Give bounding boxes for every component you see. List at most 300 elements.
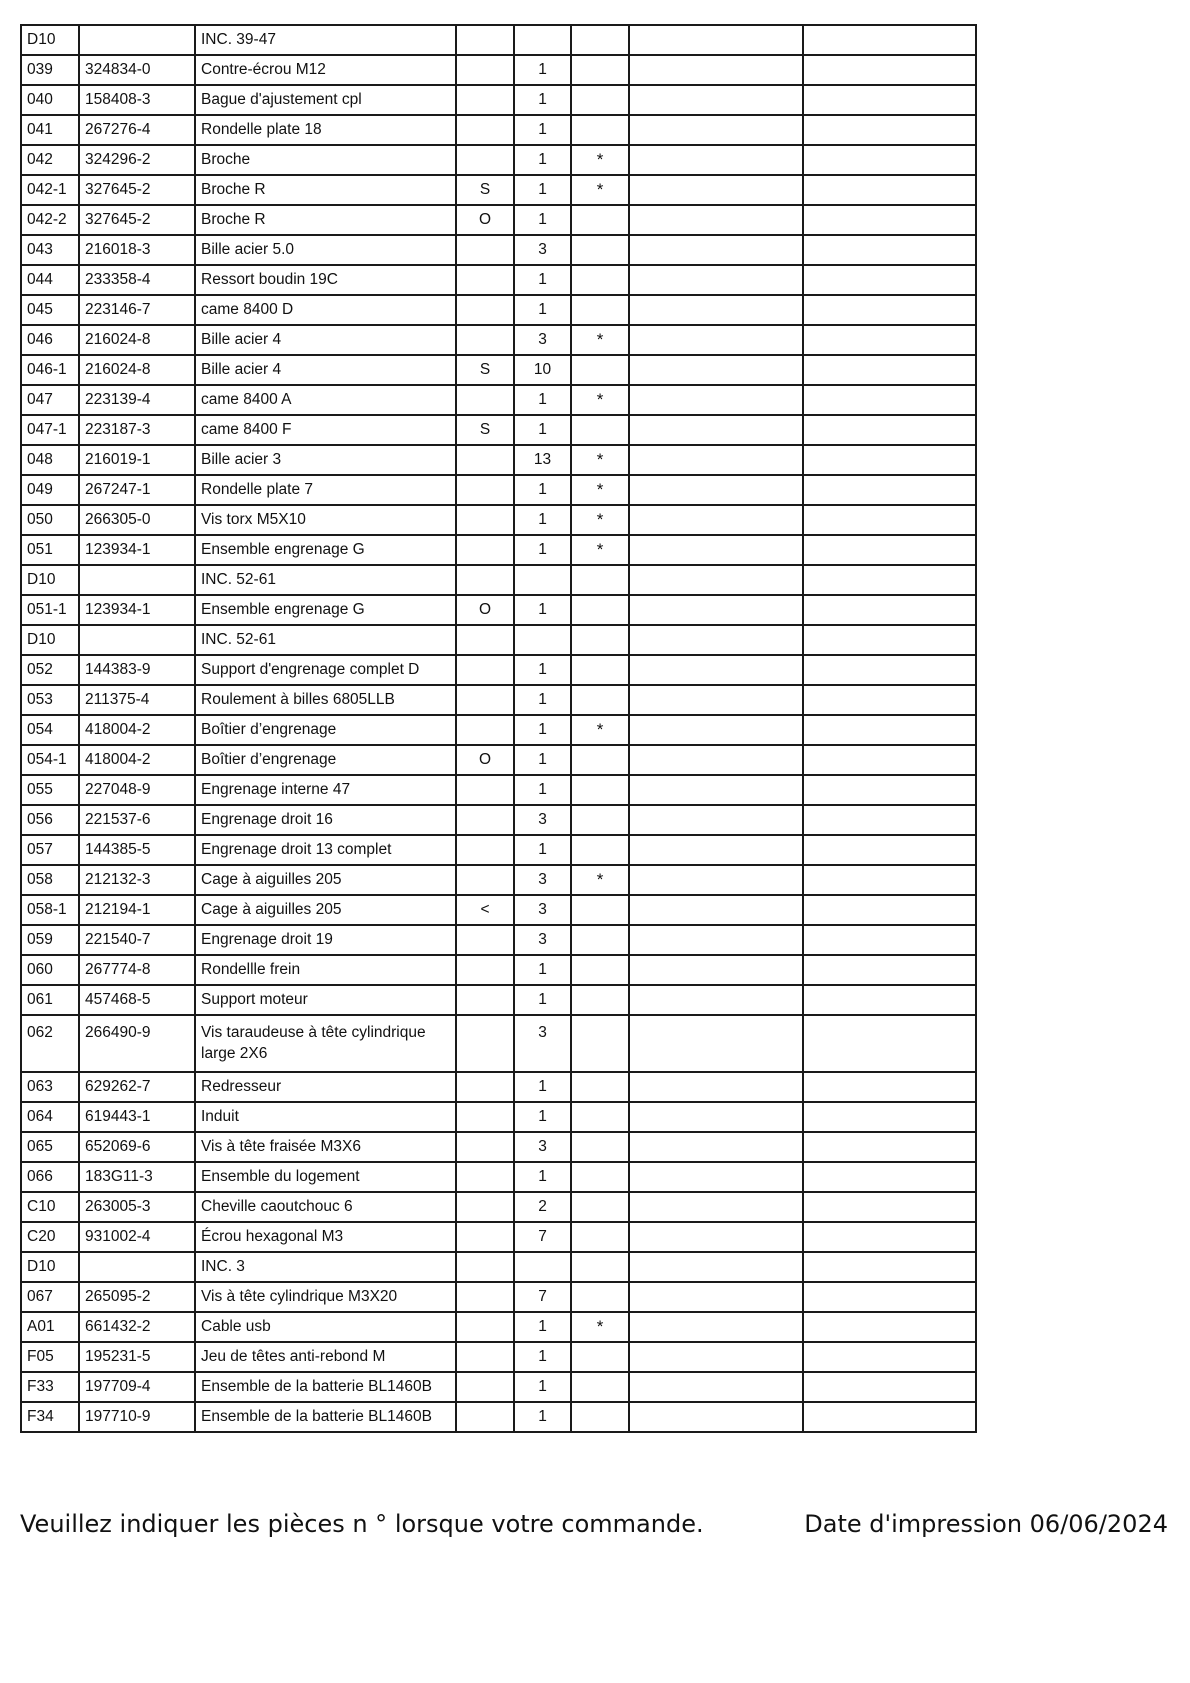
- part-mark: [571, 1132, 629, 1162]
- item-number: 058: [21, 865, 79, 895]
- part-flag: S: [456, 355, 514, 385]
- part-description: INC. 52-61: [195, 565, 456, 595]
- item-number: 042: [21, 145, 79, 175]
- item-number: 063: [21, 1072, 79, 1102]
- blank-cell: [803, 625, 976, 655]
- blank-cell: [803, 925, 976, 955]
- part-flag: [456, 475, 514, 505]
- part-description: Écrou hexagonal M3: [195, 1222, 456, 1252]
- part-mark: [571, 265, 629, 295]
- part-flag: [456, 265, 514, 295]
- item-number: 049: [21, 475, 79, 505]
- part-quantity: 2: [514, 1192, 571, 1222]
- blank-cell: [803, 1015, 976, 1072]
- blank-cell: [629, 85, 803, 115]
- item-number: 040: [21, 85, 79, 115]
- parts-table-body: [21, 25, 976, 1432]
- part-flag: [456, 85, 514, 115]
- table-row: [21, 445, 976, 475]
- blank-cell: [629, 355, 803, 385]
- item-number: 055: [21, 775, 79, 805]
- blank-cell: [629, 715, 803, 745]
- part-quantity: 1: [514, 1102, 571, 1132]
- blank-cell: [629, 625, 803, 655]
- blank-cell: [803, 145, 976, 175]
- part-flag: [456, 505, 514, 535]
- part-number: 619443-1: [79, 1102, 195, 1132]
- part-description: Ensemble de la batterie BL1460B: [195, 1402, 456, 1432]
- table-row: [21, 625, 976, 655]
- table-row: [21, 715, 976, 745]
- part-description: Engrenage droit 19: [195, 925, 456, 955]
- part-flag: [456, 385, 514, 415]
- part-flag: [456, 925, 514, 955]
- part-quantity: 1: [514, 715, 571, 745]
- part-mark: *: [571, 715, 629, 745]
- blank-cell: [629, 325, 803, 355]
- part-mark: [571, 655, 629, 685]
- part-quantity: 1: [514, 835, 571, 865]
- item-number: D10: [21, 1252, 79, 1282]
- part-mark: [571, 55, 629, 85]
- part-description: Cage à aiguilles 205: [195, 895, 456, 925]
- table-row: [21, 235, 976, 265]
- part-quantity: 7: [514, 1222, 571, 1252]
- table-row: [21, 835, 976, 865]
- part-description: came 8400 F: [195, 415, 456, 445]
- part-number: 652069-6: [79, 1132, 195, 1162]
- part-number: 266305-0: [79, 505, 195, 535]
- part-quantity: 13: [514, 445, 571, 475]
- part-flag: [456, 1282, 514, 1312]
- part-number: 223139-4: [79, 385, 195, 415]
- item-number: 066: [21, 1162, 79, 1192]
- part-number: 931002-4: [79, 1222, 195, 1252]
- blank-cell: [629, 55, 803, 85]
- blank-cell: [629, 295, 803, 325]
- part-quantity: 3: [514, 1132, 571, 1162]
- part-flag: <: [456, 895, 514, 925]
- part-mark: [571, 565, 629, 595]
- item-number: 045: [21, 295, 79, 325]
- blank-cell: [629, 1015, 803, 1072]
- part-flag: [456, 1312, 514, 1342]
- part-mark: *: [571, 475, 629, 505]
- blank-cell: [803, 25, 976, 55]
- table-row: [21, 1192, 976, 1222]
- part-flag: [456, 835, 514, 865]
- table-row: [21, 1372, 976, 1402]
- part-quantity: 1: [514, 985, 571, 1015]
- blank-cell: [629, 955, 803, 985]
- part-mark: *: [571, 385, 629, 415]
- blank-cell: [629, 1102, 803, 1132]
- part-description: Vis taraudeuse à tête cylindrique large 2X6: [195, 1015, 456, 1072]
- part-quantity: 1: [514, 1402, 571, 1432]
- blank-cell: [803, 535, 976, 565]
- part-mark: [571, 1162, 629, 1192]
- part-mark: [571, 1372, 629, 1402]
- blank-cell: [803, 565, 976, 595]
- part-flag: [456, 1252, 514, 1282]
- blank-cell: [803, 685, 976, 715]
- part-flag: [456, 1162, 514, 1192]
- part-description: Cage à aiguilles 205: [195, 865, 456, 895]
- part-quantity: 1: [514, 595, 571, 625]
- part-quantity: 1: [514, 145, 571, 175]
- table-row: [21, 1342, 976, 1372]
- part-quantity: 3: [514, 1015, 571, 1072]
- item-number: 062: [21, 1015, 79, 1072]
- blank-cell: [803, 205, 976, 235]
- part-number: 265095-2: [79, 1282, 195, 1312]
- part-description: Bille acier 4: [195, 355, 456, 385]
- blank-cell: [803, 1132, 976, 1162]
- item-number: D10: [21, 625, 79, 655]
- part-quantity: 3: [514, 925, 571, 955]
- part-flag: [456, 1222, 514, 1252]
- part-flag: [456, 25, 514, 55]
- blank-cell: [803, 655, 976, 685]
- part-mark: [571, 1072, 629, 1102]
- part-mark: *: [571, 865, 629, 895]
- blank-cell: [629, 115, 803, 145]
- blank-cell: [629, 25, 803, 55]
- item-number: F05: [21, 1342, 79, 1372]
- blank-cell: [803, 985, 976, 1015]
- part-mark: [571, 955, 629, 985]
- part-mark: [571, 1015, 629, 1072]
- part-number: 197710-9: [79, 1402, 195, 1432]
- item-number: 060: [21, 955, 79, 985]
- item-number: C20: [21, 1222, 79, 1252]
- part-flag: [456, 1132, 514, 1162]
- part-description: Rondellle frein: [195, 955, 456, 985]
- blank-cell: [629, 415, 803, 445]
- table-row: [21, 385, 976, 415]
- blank-cell: [803, 835, 976, 865]
- table-row: [21, 415, 976, 445]
- part-description: Jeu de têtes anti-rebond M: [195, 1342, 456, 1372]
- part-number: 418004-2: [79, 745, 195, 775]
- part-quantity: 1: [514, 505, 571, 535]
- blank-cell: [629, 1162, 803, 1192]
- table-row: [21, 145, 976, 175]
- part-mark: [571, 985, 629, 1015]
- part-description: Rondelle plate 18: [195, 115, 456, 145]
- part-mark: [571, 25, 629, 55]
- part-number: 227048-9: [79, 775, 195, 805]
- part-quantity: 3: [514, 895, 571, 925]
- blank-cell: [629, 205, 803, 235]
- part-quantity: 3: [514, 325, 571, 355]
- blank-cell: [629, 445, 803, 475]
- part-quantity: 1: [514, 295, 571, 325]
- part-number: 216018-3: [79, 235, 195, 265]
- blank-cell: [629, 805, 803, 835]
- item-number: 058-1: [21, 895, 79, 925]
- item-number: 053: [21, 685, 79, 715]
- part-quantity: 1: [514, 85, 571, 115]
- blank-cell: [803, 385, 976, 415]
- blank-cell: [629, 595, 803, 625]
- part-mark: *: [571, 535, 629, 565]
- item-number: 046: [21, 325, 79, 355]
- part-quantity: 1: [514, 115, 571, 145]
- blank-cell: [803, 1072, 976, 1102]
- part-flag: [456, 865, 514, 895]
- part-mark: [571, 685, 629, 715]
- part-number: 267276-4: [79, 115, 195, 145]
- table-row: [21, 85, 976, 115]
- part-description: Vis à tête fraisée M3X6: [195, 1132, 456, 1162]
- part-mark: [571, 1252, 629, 1282]
- part-flag: [456, 985, 514, 1015]
- part-number: 267247-1: [79, 475, 195, 505]
- item-number: 041: [21, 115, 79, 145]
- part-number: 144383-9: [79, 655, 195, 685]
- item-number: 044: [21, 265, 79, 295]
- part-quantity: 1: [514, 55, 571, 85]
- part-mark: *: [571, 325, 629, 355]
- part-number: 267774-8: [79, 955, 195, 985]
- part-flag: O: [456, 745, 514, 775]
- part-number: 324296-2: [79, 145, 195, 175]
- part-mark: [571, 115, 629, 145]
- blank-cell: [629, 265, 803, 295]
- item-number: 046-1: [21, 355, 79, 385]
- item-number: 043: [21, 235, 79, 265]
- part-description: Broche R: [195, 205, 456, 235]
- part-description: came 8400 D: [195, 295, 456, 325]
- part-description: Bille acier 3: [195, 445, 456, 475]
- part-flag: [456, 325, 514, 355]
- part-number: 223146-7: [79, 295, 195, 325]
- part-description: INC. 3: [195, 1252, 456, 1282]
- part-description: Ensemble du logement: [195, 1162, 456, 1192]
- part-quantity: 3: [514, 235, 571, 265]
- part-quantity: 1: [514, 1312, 571, 1342]
- blank-cell: [803, 1162, 976, 1192]
- item-number: 039: [21, 55, 79, 85]
- part-mark: [571, 745, 629, 775]
- part-mark: *: [571, 175, 629, 205]
- part-number: 457468-5: [79, 985, 195, 1015]
- blank-cell: [803, 295, 976, 325]
- part-mark: [571, 1342, 629, 1372]
- table-row: [21, 1162, 976, 1192]
- table-row: [21, 355, 976, 385]
- item-number: 047-1: [21, 415, 79, 445]
- part-mark: [571, 775, 629, 805]
- part-flag: O: [456, 595, 514, 625]
- part-mark: [571, 205, 629, 235]
- part-flag: [456, 1102, 514, 1132]
- blank-cell: [803, 1372, 976, 1402]
- part-flag: [456, 1342, 514, 1372]
- blank-cell: [803, 1222, 976, 1252]
- part-number: 629262-7: [79, 1072, 195, 1102]
- blank-cell: [803, 1102, 976, 1132]
- part-flag: [456, 1015, 514, 1072]
- blank-cell: [803, 475, 976, 505]
- part-mark: [571, 355, 629, 385]
- table-row: [21, 55, 976, 85]
- blank-cell: [803, 745, 976, 775]
- part-flag: [456, 55, 514, 85]
- part-quantity: 3: [514, 865, 571, 895]
- blank-cell: [803, 865, 976, 895]
- table-row: [21, 1072, 976, 1102]
- part-mark: [571, 1192, 629, 1222]
- part-description: Ressort boudin 19C: [195, 265, 456, 295]
- part-flag: [456, 625, 514, 655]
- part-mark: [571, 895, 629, 925]
- table-row: [21, 685, 976, 715]
- item-number: 059: [21, 925, 79, 955]
- table-row: [21, 115, 976, 145]
- part-quantity: 1: [514, 1162, 571, 1192]
- part-mark: [571, 235, 629, 265]
- part-flag: [456, 685, 514, 715]
- part-quantity: 1: [514, 385, 571, 415]
- part-mark: *: [571, 505, 629, 535]
- part-flag: [456, 115, 514, 145]
- part-quantity: 1: [514, 745, 571, 775]
- part-number: 223187-3: [79, 415, 195, 445]
- part-flag: [456, 715, 514, 745]
- table-row: [21, 655, 976, 685]
- part-number: 661432-2: [79, 1312, 195, 1342]
- part-description: Engrenage droit 16: [195, 805, 456, 835]
- table-row: [21, 1402, 976, 1432]
- part-mark: [571, 415, 629, 445]
- blank-cell: [629, 835, 803, 865]
- part-flag: [456, 145, 514, 175]
- table-row: [21, 1222, 976, 1252]
- part-mark: [571, 835, 629, 865]
- part-description: Engrenage droit 13 complet: [195, 835, 456, 865]
- part-quantity: 1: [514, 1342, 571, 1372]
- table-row: [21, 25, 976, 55]
- table-row: [21, 1132, 976, 1162]
- blank-cell: [803, 445, 976, 475]
- part-description: Support d'engrenage complet D: [195, 655, 456, 685]
- item-number: 052: [21, 655, 79, 685]
- blank-cell: [629, 1072, 803, 1102]
- table-row: [21, 265, 976, 295]
- part-mark: [571, 805, 629, 835]
- part-description: Contre-écrou M12: [195, 55, 456, 85]
- part-number: 418004-2: [79, 715, 195, 745]
- table-row: [21, 475, 976, 505]
- part-flag: [456, 655, 514, 685]
- part-description: Roulement à billes 6805LLB: [195, 685, 456, 715]
- part-number: 144385-5: [79, 835, 195, 865]
- part-description: INC. 52-61: [195, 625, 456, 655]
- table-row: [21, 955, 976, 985]
- part-number: 216024-8: [79, 325, 195, 355]
- item-number: 064: [21, 1102, 79, 1132]
- item-number: 054-1: [21, 745, 79, 775]
- blank-cell: [629, 685, 803, 715]
- part-flag: S: [456, 175, 514, 205]
- part-number: 221537-6: [79, 805, 195, 835]
- table-row: [21, 775, 976, 805]
- part-description: Cable usb: [195, 1312, 456, 1342]
- footer-print-date: Date d'impression 06/06/2024: [804, 1510, 1168, 1538]
- part-flag: [456, 295, 514, 325]
- item-number: 050: [21, 505, 79, 535]
- blank-cell: [629, 1282, 803, 1312]
- footer-note: Veuillez indiquer les pièces n ° lorsque votre commande.: [20, 1510, 704, 1538]
- part-quantity: 7: [514, 1282, 571, 1312]
- part-number: [79, 565, 195, 595]
- blank-cell: [803, 1312, 976, 1342]
- blank-cell: [629, 475, 803, 505]
- blank-cell: [629, 1342, 803, 1372]
- part-quantity: 1: [514, 685, 571, 715]
- part-mark: [571, 295, 629, 325]
- blank-cell: [629, 1252, 803, 1282]
- blank-cell: [803, 1252, 976, 1282]
- part-number: 158408-3: [79, 85, 195, 115]
- table-row: [21, 745, 976, 775]
- part-quantity: [514, 565, 571, 595]
- part-mark: *: [571, 1312, 629, 1342]
- table-row: [21, 1312, 976, 1342]
- part-description: Rondelle plate 7: [195, 475, 456, 505]
- part-number: 324834-0: [79, 55, 195, 85]
- table-row: [21, 1282, 976, 1312]
- item-number: 057: [21, 835, 79, 865]
- part-flag: [456, 1402, 514, 1432]
- part-description: Support moteur: [195, 985, 456, 1015]
- blank-cell: [629, 385, 803, 415]
- part-number: 263005-3: [79, 1192, 195, 1222]
- part-description: INC. 39-47: [195, 25, 456, 55]
- item-number: 042-2: [21, 205, 79, 235]
- part-quantity: 1: [514, 265, 571, 295]
- part-description: Ensemble engrenage G: [195, 535, 456, 565]
- blank-cell: [629, 505, 803, 535]
- part-mark: [571, 85, 629, 115]
- table-row: [21, 1102, 976, 1132]
- blank-cell: [803, 955, 976, 985]
- part-quantity: 1: [514, 175, 571, 205]
- blank-cell: [803, 235, 976, 265]
- item-number: D10: [21, 565, 79, 595]
- blank-cell: [629, 175, 803, 205]
- item-number: A01: [21, 1312, 79, 1342]
- item-number: 051-1: [21, 595, 79, 625]
- part-quantity: [514, 625, 571, 655]
- part-mark: [571, 925, 629, 955]
- blank-cell: [629, 1192, 803, 1222]
- part-description: Engrenage interne 47: [195, 775, 456, 805]
- table-row: [21, 865, 976, 895]
- part-description: Bille acier 4: [195, 325, 456, 355]
- item-number: F34: [21, 1402, 79, 1432]
- table-row: [21, 895, 976, 925]
- part-mark: *: [571, 445, 629, 475]
- part-description: Ensemble engrenage G: [195, 595, 456, 625]
- part-number: 221540-7: [79, 925, 195, 955]
- part-description: came 8400 A: [195, 385, 456, 415]
- part-description: Induit: [195, 1102, 456, 1132]
- part-description: Boîtier d’engrenage: [195, 745, 456, 775]
- part-flag: [456, 1072, 514, 1102]
